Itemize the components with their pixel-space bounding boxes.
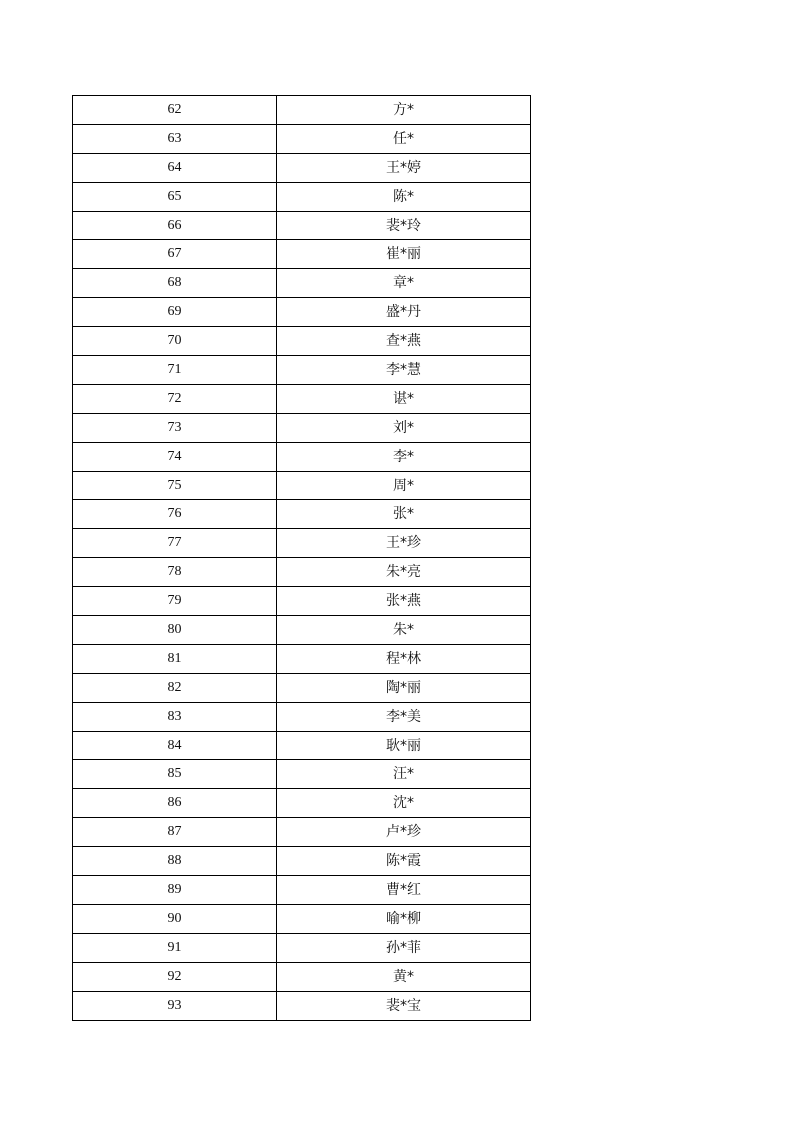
table-row [73, 124, 531, 153]
row-number-cell: 68 [73, 269, 277, 298]
row-number-cell: 91 [73, 933, 277, 962]
row-number-cell: 83 [73, 702, 277, 731]
table-row [73, 356, 531, 385]
masked-name-cell: 朱* [277, 616, 531, 645]
row-number-cell: 76 [73, 500, 277, 529]
masked-name-cell: 王*婷 [277, 153, 531, 182]
table-body [73, 96, 531, 1021]
table-row [73, 731, 531, 760]
row-number-cell: 88 [73, 847, 277, 876]
masked-name-cell: 谌* [277, 384, 531, 413]
table-row [73, 616, 531, 645]
row-number-cell: 86 [73, 789, 277, 818]
masked-name-cell: 汪* [277, 760, 531, 789]
row-number-cell: 69 [73, 298, 277, 327]
table-row [73, 933, 531, 962]
masked-name-cell: 王*珍 [277, 529, 531, 558]
masked-name-cell: 喻*柳 [277, 904, 531, 933]
row-number-cell: 80 [73, 616, 277, 645]
row-number-cell: 73 [73, 413, 277, 442]
table-row [73, 962, 531, 991]
masked-name-cell: 崔*丽 [277, 240, 531, 269]
table-row [73, 673, 531, 702]
table-row [73, 876, 531, 905]
row-number-cell: 71 [73, 356, 277, 385]
name-list-table [72, 95, 531, 1021]
table-row [73, 327, 531, 356]
masked-name-cell: 卢*珍 [277, 818, 531, 847]
table-row [73, 471, 531, 500]
table-row [73, 298, 531, 327]
row-number-cell: 84 [73, 731, 277, 760]
table-row [73, 558, 531, 587]
row-number-cell: 78 [73, 558, 277, 587]
row-number-cell: 63 [73, 124, 277, 153]
masked-name-cell: 张* [277, 500, 531, 529]
masked-name-cell: 方* [277, 96, 531, 125]
table-row [73, 644, 531, 673]
masked-name-cell: 陈* [277, 182, 531, 211]
row-number-cell: 75 [73, 471, 277, 500]
masked-name-cell: 裴*宝 [277, 991, 531, 1020]
table-row [73, 211, 531, 240]
masked-name-cell: 刘* [277, 413, 531, 442]
masked-name-cell: 陈*霞 [277, 847, 531, 876]
masked-name-cell: 曹*红 [277, 876, 531, 905]
table-row [73, 904, 531, 933]
table-row [73, 587, 531, 616]
table-row [73, 529, 531, 558]
table-row [73, 153, 531, 182]
masked-name-cell: 李*慧 [277, 356, 531, 385]
table-row [73, 413, 531, 442]
row-number-cell: 66 [73, 211, 277, 240]
table-row [73, 269, 531, 298]
row-number-cell: 82 [73, 673, 277, 702]
table-row [73, 384, 531, 413]
row-number-cell: 77 [73, 529, 277, 558]
row-number-cell: 64 [73, 153, 277, 182]
row-number-cell: 85 [73, 760, 277, 789]
table-row [73, 96, 531, 125]
table-row [73, 789, 531, 818]
masked-name-cell: 程*林 [277, 644, 531, 673]
table-row [73, 760, 531, 789]
masked-name-cell: 李* [277, 442, 531, 471]
row-number-cell: 81 [73, 644, 277, 673]
masked-name-cell: 周* [277, 471, 531, 500]
masked-name-cell: 黄* [277, 962, 531, 991]
table-row [73, 500, 531, 529]
row-number-cell: 72 [73, 384, 277, 413]
row-number-cell: 74 [73, 442, 277, 471]
masked-name-cell: 查*燕 [277, 327, 531, 356]
row-number-cell: 89 [73, 876, 277, 905]
row-number-cell: 79 [73, 587, 277, 616]
masked-name-cell: 任* [277, 124, 531, 153]
masked-name-cell: 裴*玲 [277, 211, 531, 240]
masked-name-cell: 沈* [277, 789, 531, 818]
row-number-cell: 92 [73, 962, 277, 991]
masked-name-cell: 张*燕 [277, 587, 531, 616]
masked-name-cell: 盛*丹 [277, 298, 531, 327]
masked-name-cell: 章* [277, 269, 531, 298]
row-number-cell: 62 [73, 96, 277, 125]
masked-name-cell: 李*美 [277, 702, 531, 731]
table-row [73, 182, 531, 211]
row-number-cell: 67 [73, 240, 277, 269]
row-number-cell: 93 [73, 991, 277, 1020]
masked-name-cell: 朱*亮 [277, 558, 531, 587]
masked-name-cell: 耿*丽 [277, 731, 531, 760]
masked-name-cell: 陶*丽 [277, 673, 531, 702]
masked-name-cell: 孙*菲 [277, 933, 531, 962]
table-row [73, 991, 531, 1020]
row-number-cell: 65 [73, 182, 277, 211]
table-row [73, 847, 531, 876]
table-row [73, 240, 531, 269]
table-row [73, 442, 531, 471]
row-number-cell: 70 [73, 327, 277, 356]
table-row [73, 702, 531, 731]
row-number-cell: 90 [73, 904, 277, 933]
row-number-cell: 87 [73, 818, 277, 847]
table-row [73, 818, 531, 847]
